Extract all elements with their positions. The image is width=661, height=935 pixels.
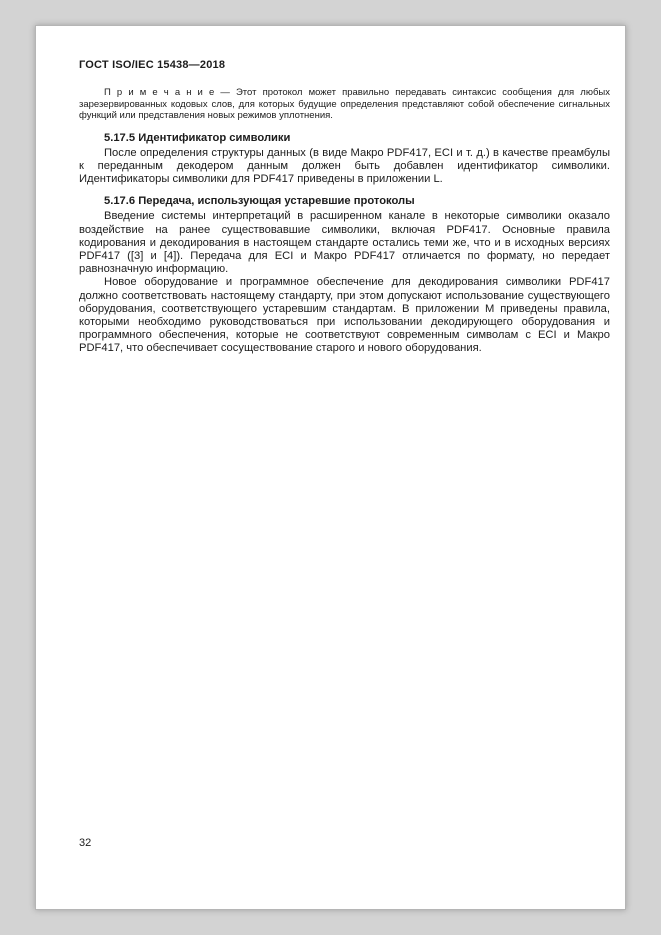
section-heading-5-17-6: 5.17.6 Передача, использующая устаревшие протоколы (104, 195, 415, 208)
page-content (79, 59, 610, 356)
paragraph-legacy-protocols-1: Введение системы интерпретаций в расширенном канале в некоторые символики оказало воздействие на ранее существовавшие символики, включая PDF417. Основные правила кодирования и декодирования в настоящем стандарте остались теми же, что и в исходных версиях PDF417 ([3] и [4]). Передача для ECI и Макро PDF417 отличается по формату, но передает равнозначную информацию. (79, 210, 610, 276)
document-title-header: ГОСТ ISO/IEC 15438—2018 (79, 59, 226, 71)
page-number: 32 (79, 837, 92, 849)
document-page (35, 25, 626, 910)
note-paragraph: П р и м е ч а н и е — Этот протокол может правильно передавать синтаксис сообщения для любых зарезервированных кодовых слов, для которых будущие определения представляют собой обеспечение сигнальных функций или представления новых режимов уплотнения. (79, 87, 610, 122)
section-heading-5-17-5: 5.17.5 Идентификатор символики (104, 131, 291, 144)
paragraph-legacy-protocols-2: Новое оборудование и программное обеспечение для декодирования символики PDF417 должно соответствовать настоящему стандарту, при этом допускают использование существующего оборудования, соответствующего устаревшим стандартам. В приложении M приведены правила, которыми необходимо руководствоваться при использовании декодирующего оборудования и программного обеспечения, которые не соответствуют современным символам с ECI и Макро PDF417, что обеспечивает сосуществование старого и нового оборудования. (79, 276, 610, 355)
paragraph-symbology-identifier: После определения структуры данных (в виде Макро PDF417, ECI и т. д.) в качестве преамбулы к переданным декодером данным должен быть добавлен идентификатор символики. Идентификаторы символики для PDF417 приведены в приложении L. (79, 146, 610, 186)
